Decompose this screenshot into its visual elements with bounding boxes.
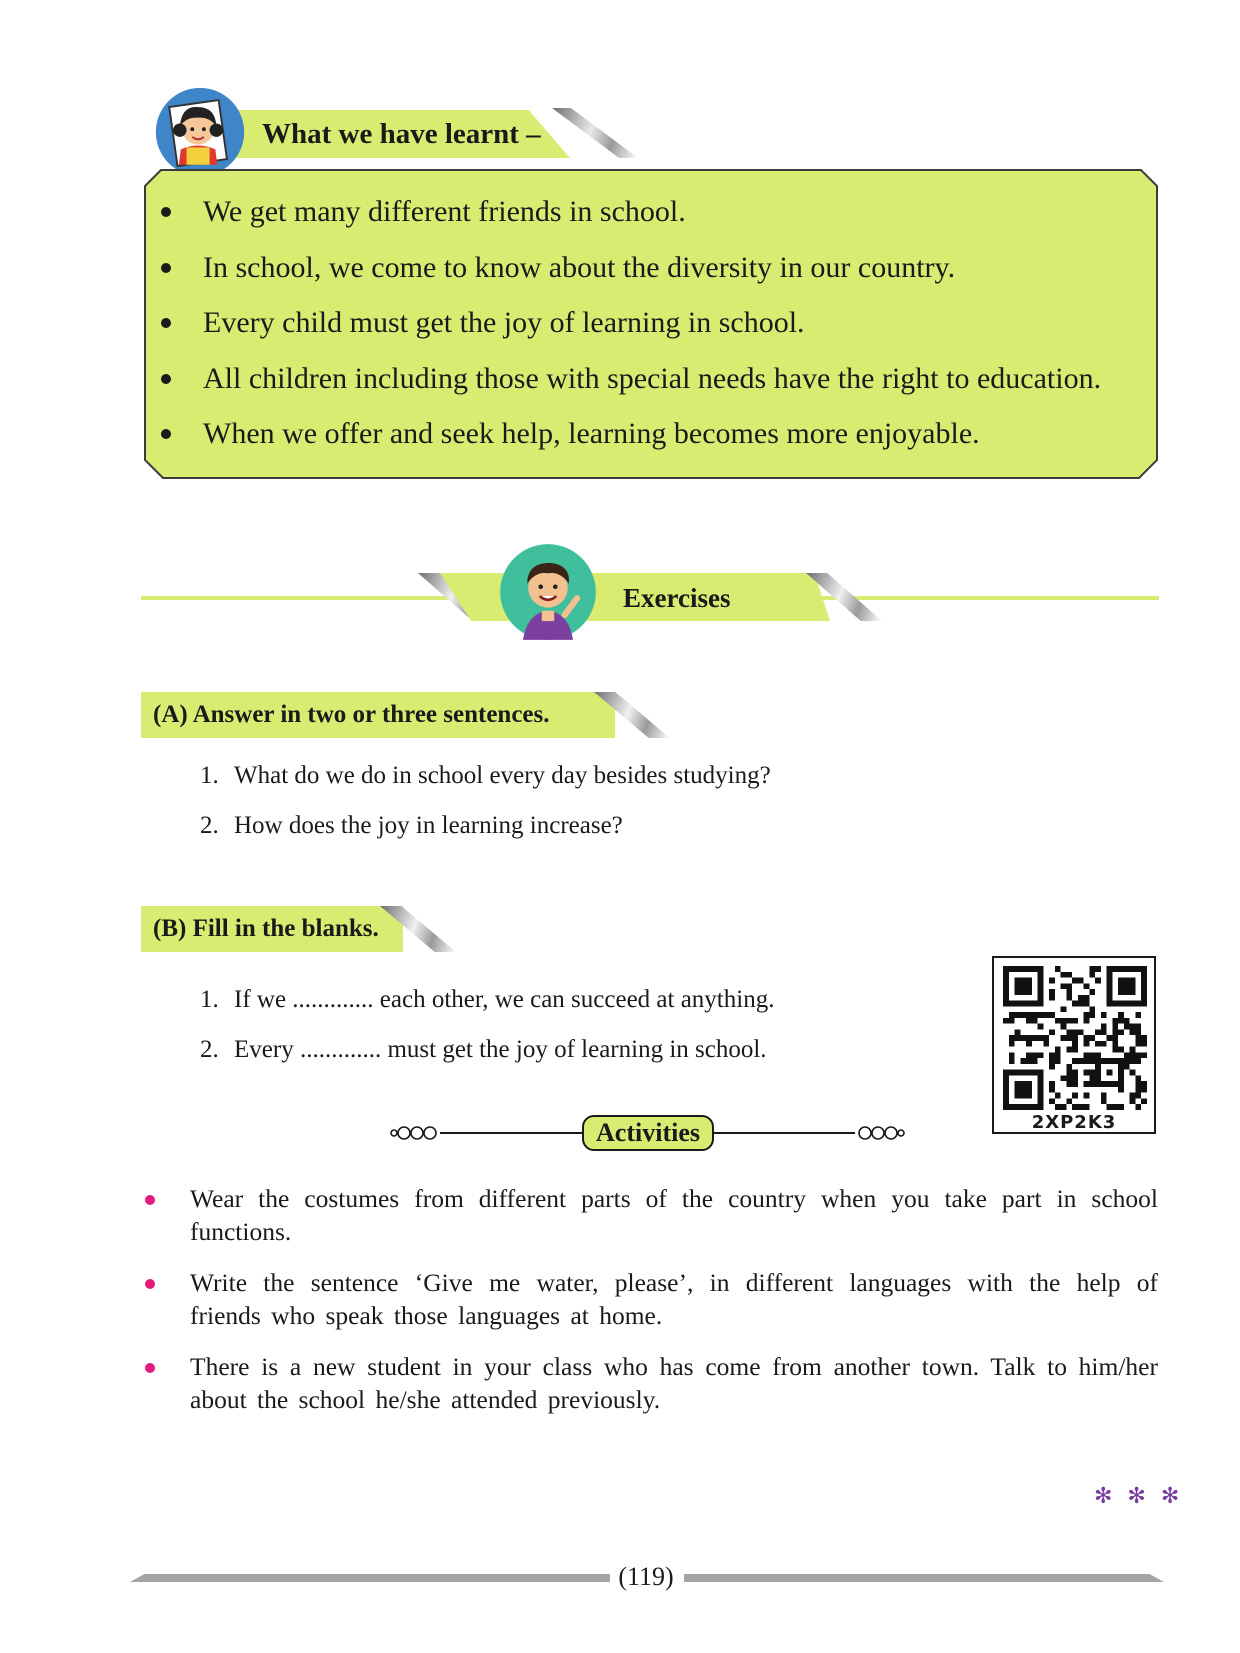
question-item: 2. How does the joy in learning increase? [200, 812, 623, 839]
learnt-title: What we have learnt – [262, 118, 541, 150]
page-number: (119) [618, 1562, 674, 1591]
qr-code-caption: 2XP2K3 [1031, 1112, 1117, 1133]
pink-bullet-icon [145, 1279, 155, 1289]
bullet-icon [161, 318, 171, 328]
section-a-heading [153, 692, 550, 738]
qr-code-box[interactable] [992, 956, 1156, 1134]
end-mark-stars: ✻ ✻ ✻ [1094, 1484, 1184, 1509]
footer-rule-left [130, 1574, 610, 1582]
exercises-title: Exercises [623, 583, 731, 613]
pink-bullet-icon [145, 1195, 155, 1205]
question-item: 1. If we ............. each other, we can succeed at anything. [200, 986, 775, 1013]
learnt-point: When we offer and seek help, learning becomes more enjoyable. [155, 406, 1155, 462]
learnt-point: Every child must get the joy of learning in school. [155, 295, 1155, 351]
pink-bullet-icon [145, 1363, 155, 1373]
section-b-heading [153, 906, 379, 952]
boy-avatar-icon [496, 540, 600, 644]
learnt-banner-edge [552, 108, 638, 158]
activity-item: Write the sentence ‘Give me water, please’, in different languages with the help of friends who speak those languages at home. [142, 1266, 1158, 1332]
bullet-icon [161, 207, 171, 217]
section-b-questions [200, 975, 774, 1075]
bullet-icon [161, 374, 171, 384]
footer-rule-right [684, 1574, 1164, 1582]
question-item: 2. Every ............. must get the joy of learning in school. [200, 1036, 767, 1063]
section-a-label: (A) [153, 701, 188, 728]
learnt-point: All children including those with special needs have the right to education. [155, 351, 1155, 407]
section-a-questions [200, 751, 771, 851]
learnt-point: We get many different friends in school. [155, 184, 1155, 240]
section-b-text: Fill in the blanks. [192, 915, 379, 942]
learnt-point: In school, we come to know about the diversity in our country. [155, 240, 1155, 296]
bullet-icon [161, 263, 171, 273]
section-a-text: Answer in two or three sentences. [192, 701, 550, 728]
section-b-label: (B) [153, 915, 187, 942]
activity-item: Wear the costumes from different parts of the country when you take part in school functions. [142, 1182, 1158, 1248]
qr-code-icon [1003, 966, 1147, 1110]
bullet-icon [161, 429, 171, 439]
activities-list [142, 1182, 1158, 1434]
activities-title: Activities [582, 1115, 714, 1151]
activity-item: There is a new student in your class who has come from another town. Talk to him/her about the school he/she attended previously. [142, 1350, 1158, 1416]
question-item: 1. What do we do in school every day besides studying? [200, 762, 771, 789]
learnt-list [155, 184, 1155, 462]
